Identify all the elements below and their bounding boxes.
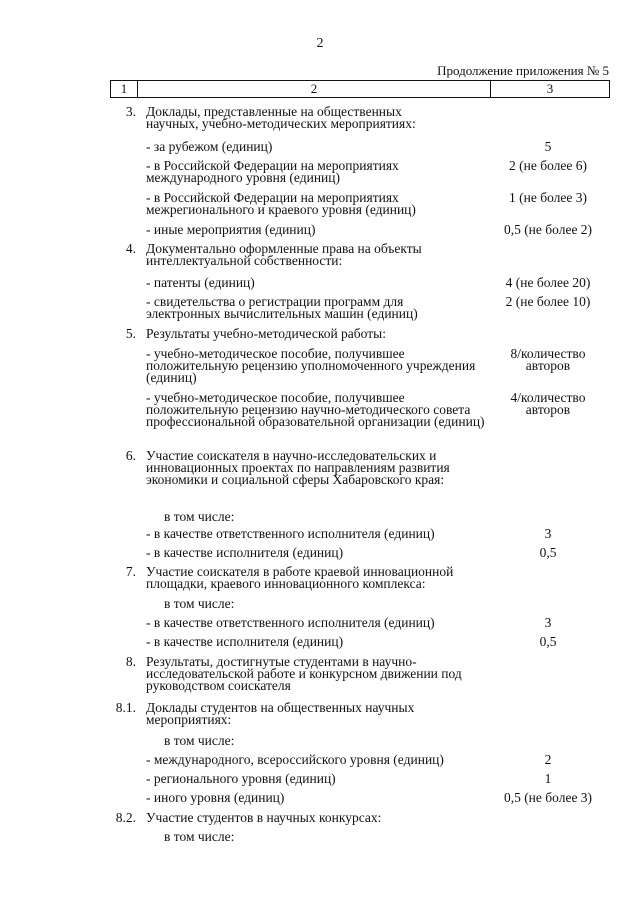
row-value: 1 (не более 3) (509, 190, 587, 205)
row-text: - в качестве ответственного исполнителя (единиц) (146, 615, 435, 630)
row-text: - свидетельства о регистрации программ для электронных вычислительных машин (единиц) (146, 294, 418, 321)
row-text: - иного уровня (единиц) (146, 790, 285, 805)
row-text: Документально оформленные права на объекты интеллектуальной собственности: (146, 241, 422, 268)
row-value: 2 (не более 6) (509, 158, 587, 173)
row-number: 7. (125, 564, 136, 579)
row-value: 2 (не более 10) (505, 294, 591, 309)
row-number: 3. (125, 104, 136, 119)
row-text: - учебно-методическое пособие, получившее положительную рецензию уполномоченного учреждения (единиц) (146, 346, 476, 385)
row-text: - в качестве исполнителя (единиц) (146, 545, 344, 560)
row-value: 0,5 (539, 634, 557, 649)
row-text: - в качестве исполнителя (единиц) (146, 634, 344, 649)
column-header-row (110, 80, 610, 98)
row-number: 8.2. (115, 810, 136, 825)
row-text: - патенты (единиц) (146, 275, 255, 290)
row-value: 0,5 (не более 2) (503, 222, 593, 237)
row-value: 8/количество авторов (510, 346, 586, 373)
row-value: 3 (544, 526, 552, 541)
continuation-label: Продолжение приложения № 5 (437, 63, 609, 78)
row-number: 8.1. (115, 700, 136, 715)
row-number: 6. (125, 448, 136, 463)
row-text: Участие соискателя в научно-исследовательских и инновационных проектах по направлениям развития экономики и социальной сферы Хабаровского края: (146, 448, 450, 487)
row-text: Участие соискателя в работе краевой инновационной площадки, краевого инновационного комплекса: (146, 564, 454, 591)
row-text: Результаты учебно-методической работы: (146, 326, 386, 341)
row-text: Результаты, достигнутые студентами в научно-исследовательской работе и конкурсном движении под руководством соискателя (146, 654, 462, 693)
row-text: Участие студентов в научных конкурсах: (146, 810, 382, 825)
row-number: 4. (125, 241, 136, 256)
row-value: 3 (544, 615, 552, 630)
row-text: - в качестве ответственного исполнителя (единиц) (146, 526, 435, 541)
row-value: 1 (544, 771, 552, 786)
row-text: Доклады студентов на общественных научных мероприятиях: (146, 700, 415, 727)
row-value: 4 (не более 20) (505, 275, 591, 290)
row-value: 0,5 (539, 545, 557, 560)
row-text: - международного, всероссийского уровня (единиц) (146, 752, 444, 767)
row-text: - иные мероприятия (единиц) (146, 222, 316, 237)
row-text: в том числе: (164, 829, 235, 844)
row-text: - регионального уровня (единиц) (146, 771, 336, 786)
row-text: в том числе: (164, 509, 235, 524)
row-value: 2 (544, 752, 552, 767)
row-value: 5 (544, 139, 552, 154)
row-value: 0,5 (не более 3) (503, 790, 593, 805)
page-number: 2 (316, 36, 324, 51)
row-number: 8. (125, 654, 136, 669)
row-value: 4/количество авторов (510, 390, 586, 417)
row-text: в том числе: (164, 596, 235, 611)
row-text: - учебно-методическое пособие, получившее положительную рецензию научно-методического совета профессиональной образовательной организации (единиц) (146, 390, 485, 429)
column-header-2: 2 (138, 81, 491, 97)
row-text: - в Российской Федерации на мероприятиях межрегионального и краевого уровня (единиц) (146, 190, 416, 217)
row-text: Доклады, представленные на общественных научных, учебно-методических мероприятиях: (146, 104, 416, 131)
row-text: в том числе: (164, 733, 235, 748)
column-header-1: 1 (111, 81, 138, 97)
column-header-3: 3 (546, 81, 554, 96)
row-number: 5. (125, 326, 136, 341)
row-text: - в Российской Федерации на мероприятиях международного уровня (единиц) (146, 158, 399, 185)
row-text: - за рубежом (единиц) (146, 139, 273, 154)
